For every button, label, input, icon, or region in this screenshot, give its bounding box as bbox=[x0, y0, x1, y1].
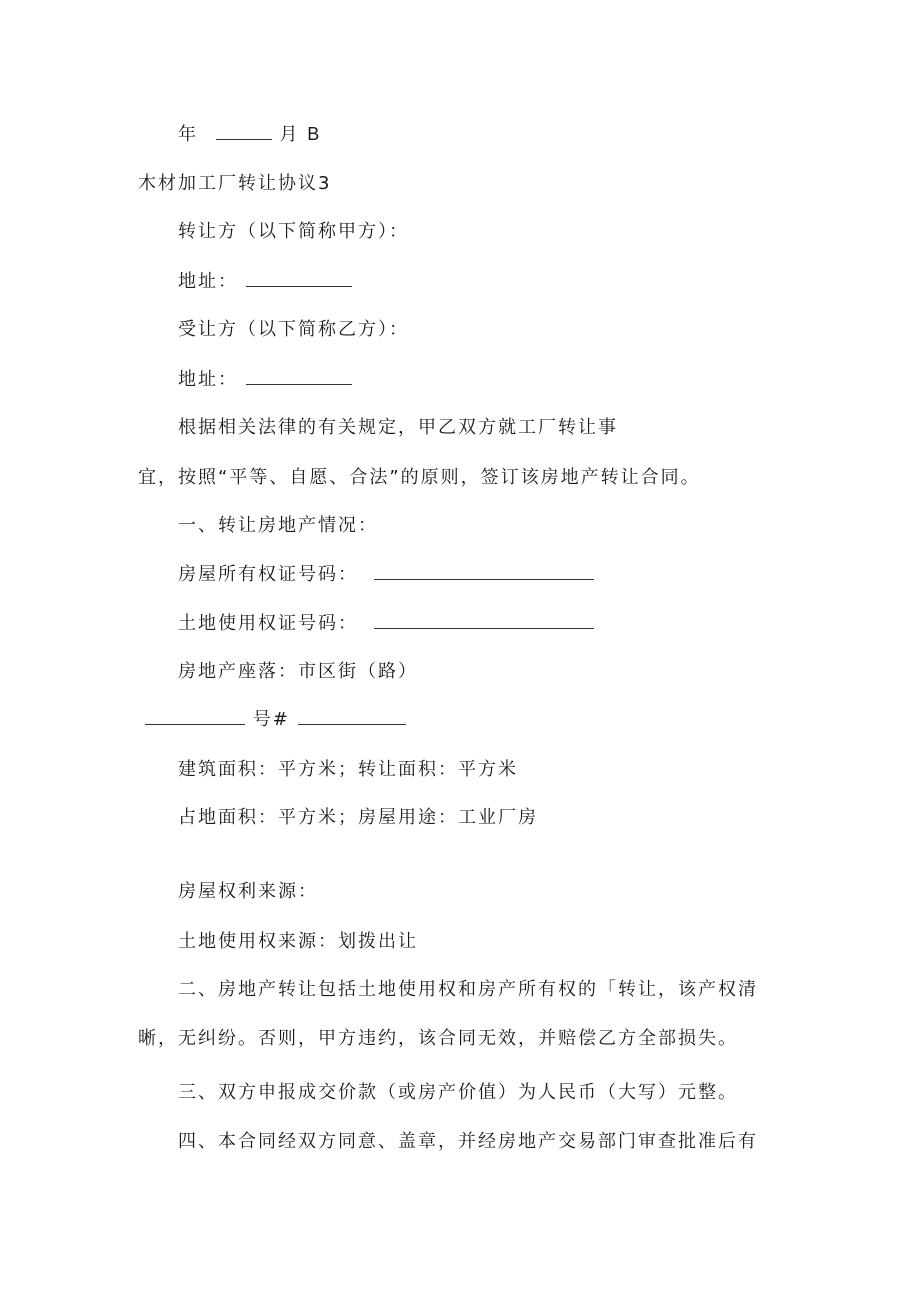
number-blank-left bbox=[145, 710, 245, 725]
transferor-address bbox=[178, 270, 352, 294]
number-line bbox=[145, 708, 406, 732]
section1-heading: 一、转让房地产情况： bbox=[178, 515, 378, 536]
transferee-line: 受让方（以下简称乙方）： bbox=[178, 319, 409, 340]
house-cert-line bbox=[178, 563, 594, 587]
day-label: B bbox=[307, 124, 320, 144]
transferee-address bbox=[178, 368, 352, 392]
land-cert-blank bbox=[374, 614, 594, 629]
section4-line: 四、本合同经双方同意、盖章，并经房地产交易部门审查批准后有 bbox=[178, 1131, 758, 1152]
transferee-address-blank bbox=[246, 370, 352, 385]
document-title: 木材加工厂转让协议3 bbox=[138, 173, 332, 194]
land-area-line: 占地面积：平方米；房屋用途：工业厂房 bbox=[178, 807, 538, 828]
number-blank-right bbox=[298, 710, 406, 725]
intro-line-2: 宜，按照“平等、自愿、合法”的原则，签订该房地产转让合同。 bbox=[138, 467, 701, 488]
number-label: 号# bbox=[252, 709, 290, 730]
house-cert-label: 房屋所有权证号码： bbox=[178, 564, 358, 585]
date-line bbox=[178, 122, 319, 147]
location-line: 房地产座落：市区街（路） bbox=[178, 661, 418, 682]
area-line: 建筑面积：平方米；转让面积：平方米 bbox=[178, 759, 518, 780]
house-rights-source: 房屋权利来源： bbox=[178, 881, 318, 902]
section2-line-2: 晰，无纠纷。否则，甲方违约，该合同无效，并赔偿乙方全部损失。 bbox=[138, 1028, 738, 1049]
transferor-line: 转让方（以下简称甲方）： bbox=[178, 221, 409, 242]
transferee-address-label: 地址： bbox=[178, 369, 238, 390]
section3-line: 三、双方申报成交价款（或房产价值）为人民币（大写）元整。 bbox=[178, 1082, 738, 1103]
land-cert-label: 土地使用权证号码： bbox=[178, 613, 358, 634]
section2-line-1: 二、房地产转让包括土地使用权和房产所有权的「转让，该产权清 bbox=[178, 979, 758, 1000]
year-label: 年 bbox=[178, 124, 198, 145]
land-cert-line bbox=[178, 612, 594, 636]
month-blank bbox=[216, 125, 272, 140]
transferor-address-blank bbox=[246, 272, 352, 287]
land-rights-source: 土地使用权来源：划拨出让 bbox=[178, 931, 418, 952]
intro-line-1: 根据相关法律的有关规定，甲乙双方就工厂转让事 bbox=[178, 417, 618, 438]
transferor-address-label: 地址： bbox=[178, 271, 238, 292]
house-cert-blank bbox=[374, 565, 594, 580]
month-label: 月 bbox=[279, 124, 300, 145]
